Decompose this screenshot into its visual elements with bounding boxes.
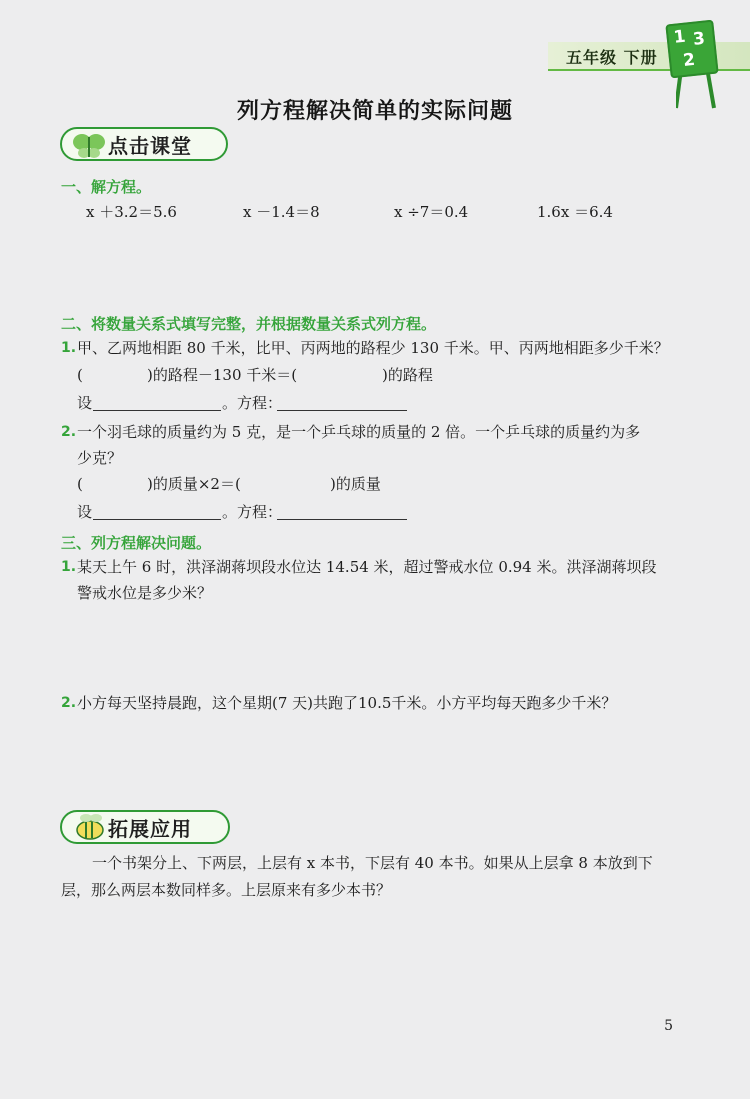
butterfly-icon (68, 129, 112, 163)
relation-open: ( (77, 475, 83, 493)
equation-blank[interactable] (277, 394, 407, 411)
question-number: 1. (61, 559, 77, 575)
variable-blank[interactable] (93, 394, 221, 411)
relation-end: )的质量 (330, 475, 381, 493)
grade-label: 五年级 下册 (566, 48, 658, 67)
chalkboard-logo (665, 20, 718, 79)
board-digit: 2 (682, 49, 697, 71)
equation-label: 。方程： (222, 394, 283, 412)
equation-1: x ＋3.2＝5.6 (86, 203, 177, 221)
set-label: 设 (77, 503, 93, 521)
relation-middle: )的质量×2＝( (147, 475, 241, 493)
relation-end: )的路程 (382, 366, 433, 384)
variable-blank[interactable] (93, 503, 221, 520)
extension-text: 一个书架分上、下两层，上层有 x 本书，下层有 40 本书。如果从上层拿 8 本放到下 (92, 854, 653, 872)
set-label: 设 (77, 394, 93, 412)
relation-middle: )的路程－130 千米＝( (147, 366, 298, 384)
lesson-section-badge (60, 127, 228, 161)
equation-label: 。方程： (222, 503, 283, 521)
equation-2: x －1.4＝8 (243, 203, 320, 221)
question-number: 2. (61, 424, 77, 440)
page-title: 列方程解决简单的实际问题 (236, 99, 513, 124)
question-number: 2. (61, 695, 77, 711)
extension-badge-label: 拓展应用 (108, 816, 192, 841)
board-digit: 3 (692, 28, 706, 50)
extension-section-badge (60, 810, 230, 844)
question-text: 某天上午 6 时，洪泽湖蒋坝段水位达 14.54 米，超过警戒水位 0.94 米。洪泽湖蒋坝段 (77, 558, 657, 576)
question-text: 一个羽毛球的质量约为 5 克，是一个乒乓球的质量的 2 倍。一个乒乓球的质量约为多 (77, 423, 641, 441)
part3-heading: 三、列方程解决问题。 (61, 534, 212, 552)
question-text: 甲、乙两地相距 80 千米，比甲、丙两地的路程少 130 千米。甲、丙两地相距多少千米？ (77, 339, 669, 357)
question-text-cont: 警戒水位是多少米？ (77, 584, 213, 602)
page-number: 5 (664, 1018, 673, 1034)
part1-heading: 一、解方程。 (61, 178, 152, 196)
equation-blank[interactable] (277, 503, 407, 520)
bee-icon (68, 812, 112, 846)
relation-open: ( (77, 366, 83, 384)
equation-3: x ÷7＝0.4 (394, 203, 469, 221)
part2-heading: 二、将数量关系式填写完整，并根据数量关系式列方程。 (61, 315, 437, 333)
question-number: 1. (61, 340, 77, 356)
board-digit: 1 (672, 26, 687, 48)
question-text-cont: 少克？ (77, 449, 123, 467)
lesson-badge-label: 点击课堂 (108, 133, 192, 158)
question-text: 小方每天坚持晨跑，这个星期(7 天)共跑了10.5千米。小方平均每天跑多少千米？ (77, 694, 617, 712)
extension-text-cont: 层，那么两层本数同样多。上层原来有多少本书？ (61, 881, 392, 899)
equation-4: 1.6x ＝6.4 (537, 203, 613, 221)
